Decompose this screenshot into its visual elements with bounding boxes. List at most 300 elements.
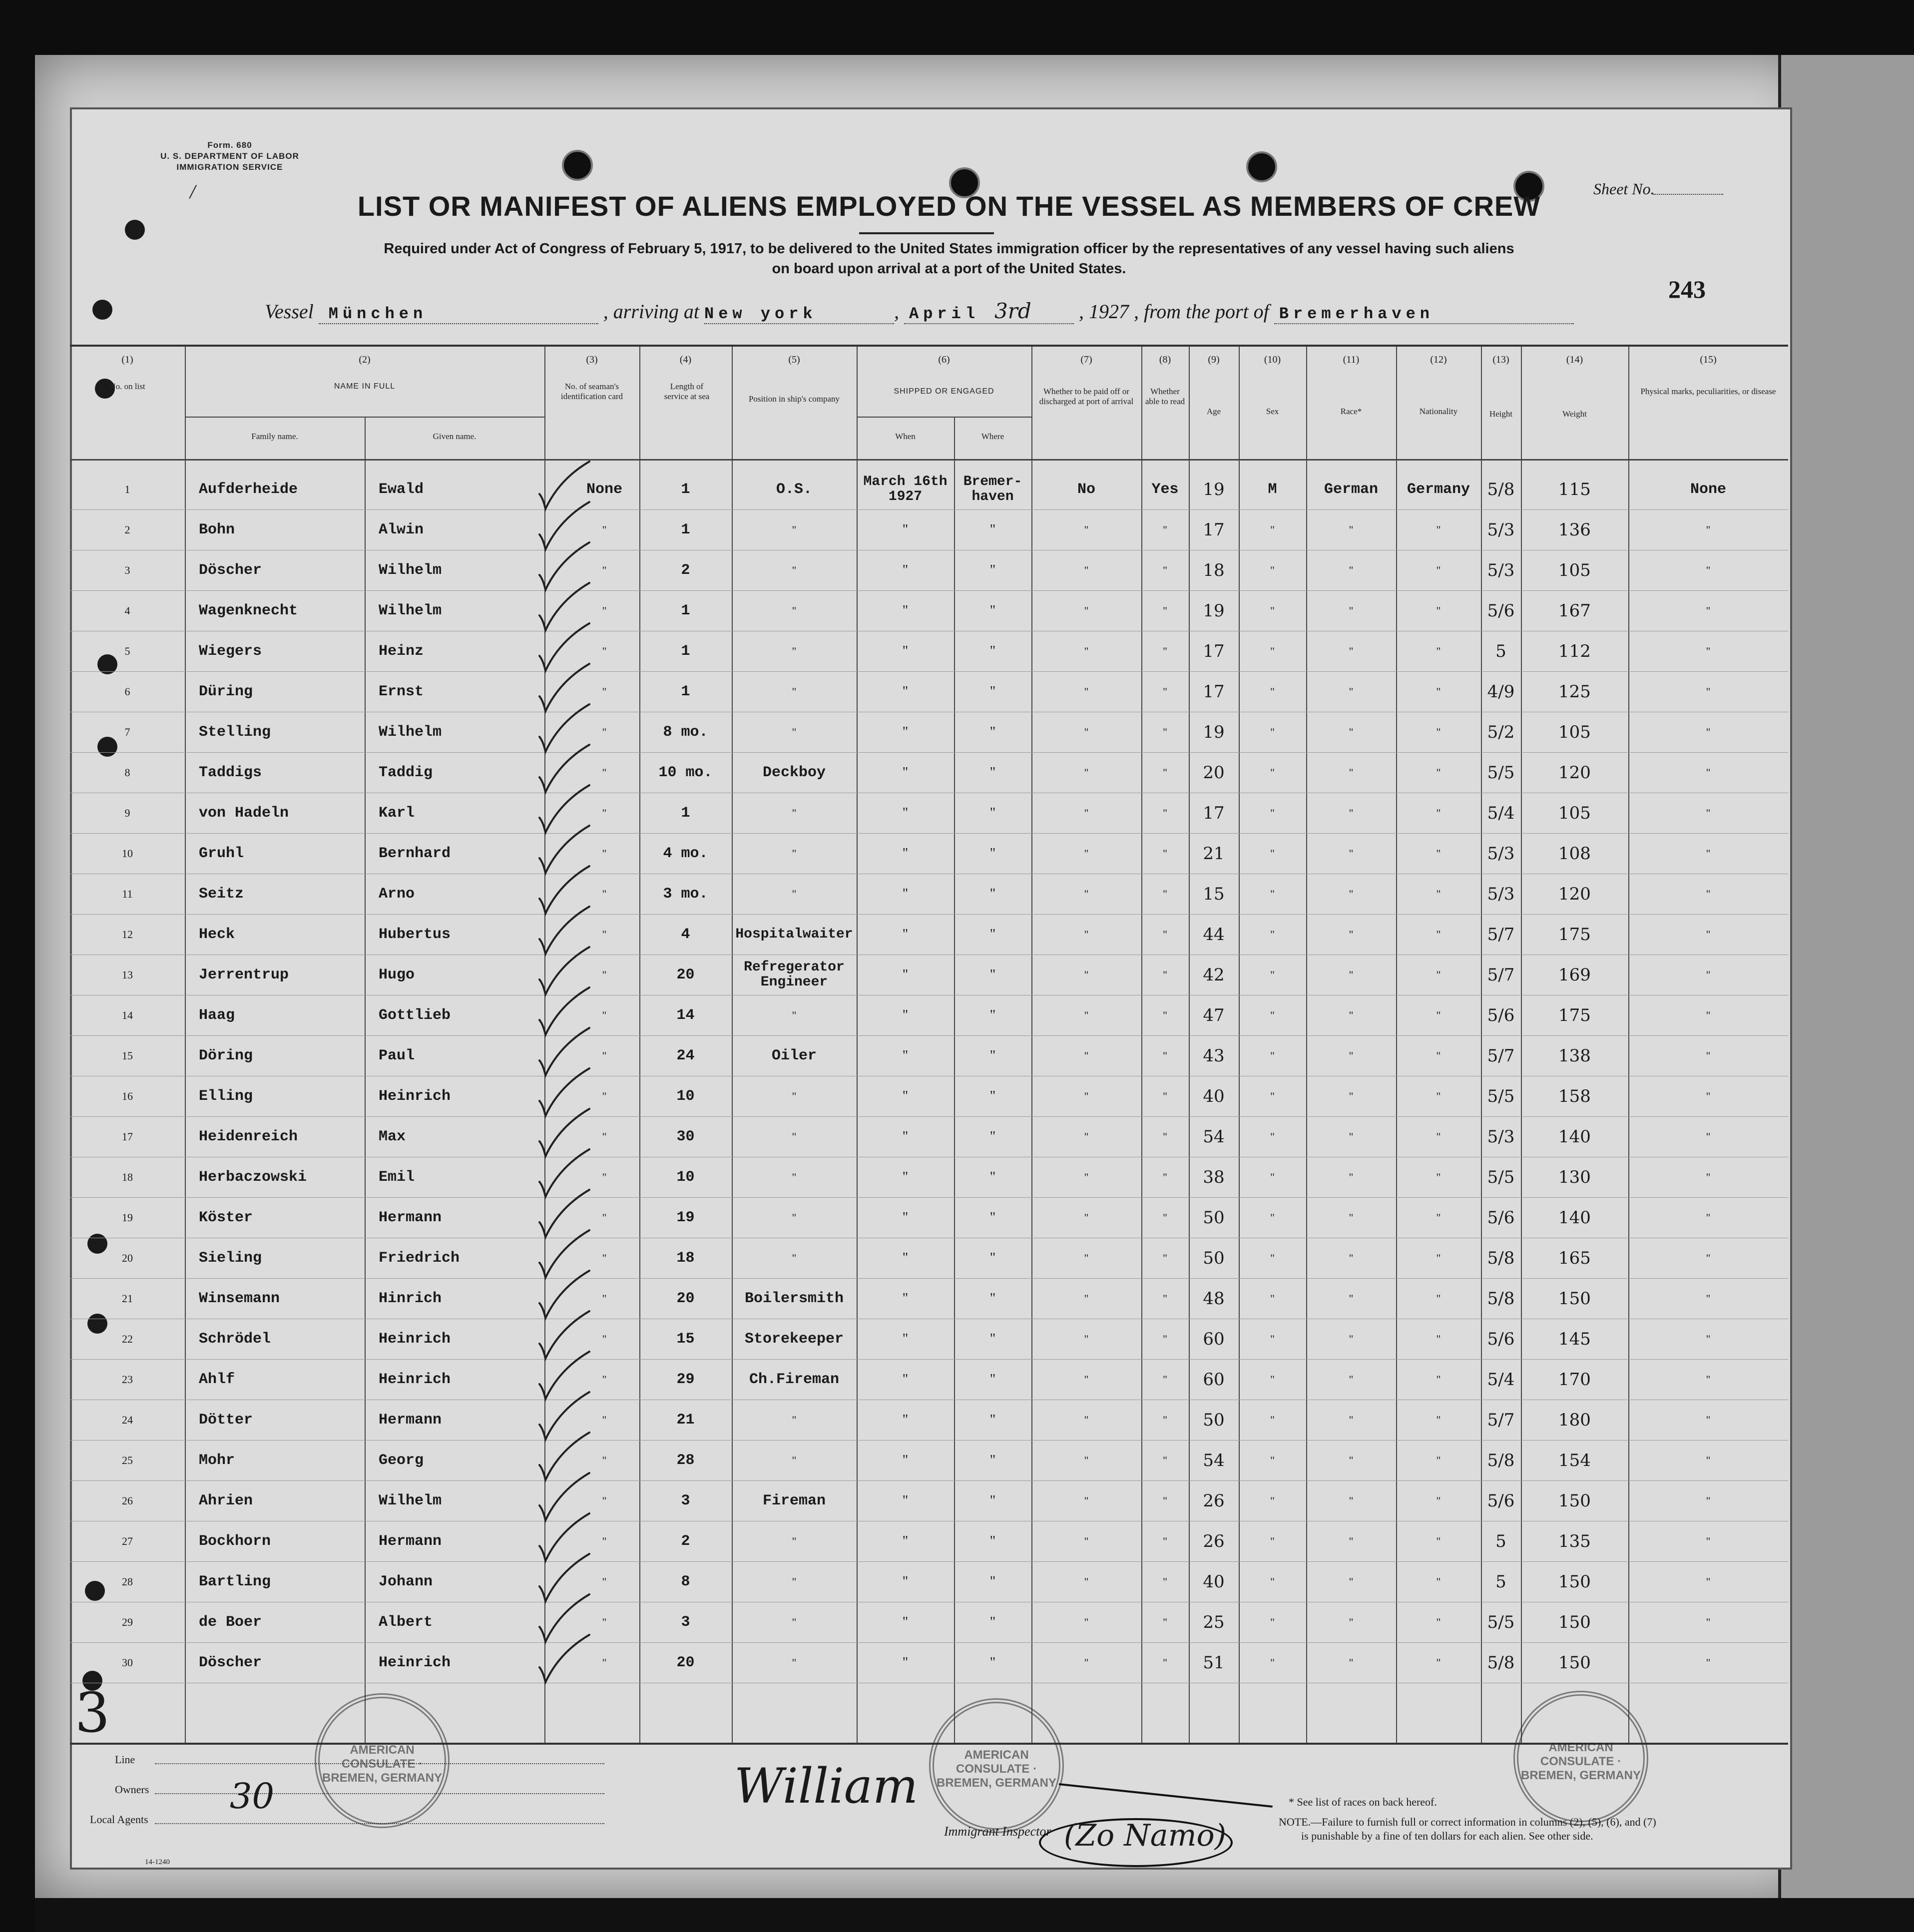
- paid-off-cell: ": [1084, 1656, 1089, 1669]
- family-name-cell: Heidenreich: [199, 1128, 298, 1145]
- family-name-cell: Haag: [199, 1006, 235, 1024]
- given-name-cell: Max: [379, 1128, 406, 1145]
- handwritten-tally: 3: [75, 1681, 110, 1745]
- sex-cell: ": [1270, 806, 1275, 819]
- physical-marks-cell: ": [1706, 928, 1711, 941]
- able-to-read-cell: ": [1163, 1251, 1167, 1264]
- shipped-where-cell: ": [989, 1614, 996, 1630]
- row-number-cell: 26: [122, 1494, 133, 1507]
- sex-cell: ": [1270, 1251, 1275, 1264]
- paid-off-cell: ": [1084, 1008, 1089, 1021]
- col4-number: (4): [679, 354, 692, 365]
- row-number-cell: 8: [124, 766, 130, 779]
- weight-cell: 112: [1558, 641, 1591, 661]
- given-name-cell: Heinz: [379, 642, 424, 660]
- row-number-cell: 6: [124, 685, 130, 698]
- position-cell: ": [792, 1534, 797, 1547]
- position-cell: ": [792, 1251, 797, 1264]
- row-number-cell: 16: [122, 1089, 133, 1102]
- service-name: IMMIGRATION SERVICE: [176, 162, 283, 172]
- shipped-where-cell: ": [989, 1371, 996, 1387]
- sex-cell: ": [1270, 1453, 1275, 1466]
- service-length-cell: 1: [681, 602, 690, 619]
- service-length-cell: 10: [676, 1168, 695, 1186]
- col9-number: (9): [1208, 354, 1220, 365]
- shipped-when-cell: ": [902, 1614, 909, 1630]
- family-name-cell: Heck: [199, 926, 235, 943]
- id-card-cell: ": [602, 563, 607, 576]
- family-name-cell: Elling: [199, 1087, 253, 1105]
- arrival-year: , 1927: [1079, 300, 1129, 323]
- shipped-where-cell: ": [989, 683, 996, 699]
- row-number-cell: 20: [122, 1251, 133, 1264]
- paid-off-cell: ": [1084, 1292, 1089, 1305]
- race-cell: ": [1349, 563, 1354, 576]
- race-cell: ": [1349, 1656, 1354, 1669]
- shipped-when-cell: ": [902, 521, 909, 537]
- given-name-header: Given name.: [433, 432, 477, 441]
- handwritten-tick: /: [190, 180, 196, 203]
- given-name-cell: Bernhard: [379, 845, 451, 862]
- physical-marks-cell: ": [1706, 563, 1711, 576]
- id-card-cell: ": [602, 1130, 607, 1143]
- table-row: [70, 1642, 1788, 1683]
- given-name-cell: Hermann: [379, 1411, 442, 1429]
- race-cell: ": [1349, 806, 1354, 819]
- given-name-cell: Paul: [379, 1047, 415, 1064]
- family-name-cell: Ahrien: [199, 1492, 253, 1509]
- family-name-cell: Herbaczowski: [199, 1168, 307, 1186]
- age-cell: 50: [1203, 1207, 1225, 1228]
- race-cell: ": [1349, 1089, 1354, 1102]
- id-card-cell: ": [602, 1251, 607, 1264]
- service-length-cell: 10: [676, 1087, 695, 1105]
- nationality-cell: ": [1436, 1251, 1441, 1264]
- check-mark: [534, 1632, 594, 1687]
- physical-marks-cell: ": [1706, 806, 1711, 819]
- height-cell: 5/6: [1487, 1005, 1515, 1025]
- physical-marks-cell: ": [1706, 1373, 1711, 1386]
- shipped-where-cell: ": [989, 764, 996, 780]
- race-cell: ": [1349, 1413, 1354, 1426]
- paid-off-cell: ": [1084, 1211, 1089, 1224]
- family-name-cell: Stelling: [199, 723, 271, 741]
- weight-cell: 150: [1558, 1571, 1591, 1592]
- age-cell: 44: [1203, 924, 1225, 945]
- service-length-cell: 3: [681, 1613, 690, 1631]
- given-name-cell: Hermann: [379, 1209, 442, 1226]
- table-row: [70, 671, 1788, 712]
- row-number-cell: 14: [122, 1008, 133, 1021]
- id-card-cell: ": [602, 1413, 607, 1426]
- race-cell: ": [1349, 847, 1354, 860]
- sex-cell: ": [1270, 968, 1275, 981]
- service-length-cell: 4 mo.: [663, 845, 708, 862]
- height-cell: 5/8: [1487, 1450, 1515, 1470]
- race-cell: ": [1349, 887, 1354, 900]
- shipped-when-cell: ": [902, 1007, 909, 1023]
- col15-header: Physical marks, peculiarities, or disease: [1640, 387, 1776, 396]
- nationality-cell: ": [1436, 1453, 1441, 1466]
- id-card-cell: ": [602, 1494, 607, 1507]
- given-name-cell: Johann: [379, 1573, 433, 1590]
- shipped-where-cell: ": [989, 1533, 996, 1549]
- name-subheader-rule: [185, 417, 544, 418]
- height-cell: 5/7: [1487, 1045, 1515, 1066]
- shipped-when-cell: ": [902, 683, 909, 699]
- family-name-cell: Dötter: [199, 1411, 253, 1429]
- given-name-cell: Albert: [379, 1613, 433, 1631]
- id-card-cell: None: [586, 481, 622, 498]
- race-cell: ": [1349, 1453, 1354, 1466]
- physical-marks-cell: ": [1706, 1049, 1711, 1062]
- height-cell: 5/5: [1487, 1167, 1515, 1187]
- service-length-cell: 1: [681, 481, 690, 498]
- age-cell: 60: [1203, 1329, 1225, 1349]
- sex-cell: ": [1270, 928, 1275, 941]
- binder-hole: [92, 300, 112, 320]
- position-cell: ": [792, 523, 797, 536]
- paid-off-cell: ": [1084, 725, 1089, 738]
- height-cell: 5/6: [1487, 1490, 1515, 1511]
- family-name-cell: Döring: [199, 1047, 253, 1064]
- physical-marks-cell: ": [1706, 968, 1711, 981]
- paid-off-cell: ": [1084, 968, 1089, 981]
- shipped-where-cell: ": [989, 1209, 996, 1225]
- age-cell: 15: [1203, 884, 1225, 904]
- race-cell: ": [1349, 1575, 1354, 1588]
- shipped-when-cell: ": [902, 1209, 909, 1225]
- id-card-cell: ": [602, 1373, 607, 1386]
- family-name-cell: Sieling: [199, 1249, 262, 1267]
- age-cell: 17: [1203, 803, 1225, 823]
- form-number: Form. 680: [207, 140, 252, 150]
- table-row: [70, 1116, 1788, 1157]
- row-number-cell: 3: [124, 563, 130, 576]
- nationality-cell: ": [1436, 1332, 1441, 1345]
- given-name-cell: Georg: [379, 1451, 424, 1469]
- able-to-read-cell: ": [1163, 644, 1167, 657]
- physical-marks-cell: ": [1706, 766, 1711, 779]
- given-name-cell: Arno: [379, 885, 415, 903]
- age-cell: 17: [1203, 519, 1225, 540]
- height-cell: 4/9: [1487, 681, 1515, 702]
- nationality-cell: ": [1436, 1089, 1441, 1102]
- shipped-where-cell: ": [989, 1007, 996, 1023]
- height-cell: 5/3: [1487, 843, 1515, 864]
- paid-off-cell: ": [1084, 1130, 1089, 1143]
- able-to-read-cell: ": [1163, 1008, 1167, 1021]
- col2-number: (2): [359, 354, 371, 365]
- position-cell: Boilersmith: [744, 1290, 844, 1307]
- col1-number: (1): [121, 354, 133, 365]
- weight-cell: 108: [1558, 843, 1591, 864]
- line-label: Line: [115, 1753, 135, 1766]
- sex-cell: ": [1270, 1170, 1275, 1183]
- able-to-read-cell: ": [1163, 1211, 1167, 1224]
- owners-label: Owners: [115, 1783, 149, 1796]
- weight-cell: 150: [1558, 1652, 1591, 1673]
- able-to-read-cell: ": [1163, 1575, 1167, 1588]
- position-cell: ": [792, 644, 797, 657]
- id-card-cell: ": [602, 1575, 607, 1588]
- shipped-where-cell: ": [989, 1573, 996, 1589]
- age-cell: 60: [1203, 1369, 1225, 1390]
- age-cell: 47: [1203, 1005, 1225, 1025]
- able-to-read-cell: ": [1163, 1292, 1167, 1305]
- able-to-read-cell: ": [1163, 1494, 1167, 1507]
- shipped-when-cell: ": [902, 1452, 909, 1468]
- id-card-cell: ": [602, 847, 607, 860]
- paid-off-cell: ": [1084, 806, 1089, 819]
- row-number-cell: 29: [122, 1615, 133, 1628]
- sex-cell: ": [1270, 563, 1275, 576]
- age-cell: 43: [1203, 1045, 1225, 1066]
- row-number-cell: 23: [122, 1373, 133, 1386]
- id-card-cell: ": [602, 1170, 607, 1183]
- paid-off-cell: ": [1084, 1413, 1089, 1426]
- consulate-seal: AMERICAN CONSULATE · BREMEN, GERMANY: [315, 1693, 450, 1828]
- sex-cell: ": [1270, 1575, 1275, 1588]
- paid-off-cell: ": [1084, 523, 1089, 536]
- id-card-cell: ": [602, 806, 607, 819]
- height-cell: 5/4: [1487, 1369, 1515, 1390]
- row-number-cell: 7: [124, 725, 130, 738]
- race-cell: ": [1349, 1049, 1354, 1062]
- nationality-cell: ": [1436, 1211, 1441, 1224]
- paid-off-cell: ": [1084, 1170, 1089, 1183]
- vessel-name: München: [328, 305, 428, 323]
- able-to-read-cell: ": [1163, 1453, 1167, 1466]
- row-number-cell: 2: [124, 523, 130, 536]
- weight-cell: 145: [1558, 1329, 1591, 1349]
- shipped-where-cell: ": [989, 1290, 996, 1306]
- service-length-cell: 4: [681, 926, 690, 943]
- col6-number: (6): [938, 354, 950, 365]
- position-cell: ": [792, 685, 797, 698]
- shipped-when-cell: ": [902, 845, 909, 861]
- departure-port: Bremerhaven: [1279, 305, 1434, 323]
- nationality-cell: ": [1436, 1292, 1441, 1305]
- given-name-cell: Hinrich: [379, 1290, 442, 1307]
- service-length-cell: 19: [676, 1209, 695, 1226]
- paid-off-cell: ": [1084, 1453, 1089, 1466]
- table-row: [70, 995, 1788, 1036]
- able-to-read-cell: ": [1163, 968, 1167, 981]
- row-number-cell: 30: [122, 1656, 133, 1669]
- weight-cell: 150: [1558, 1612, 1591, 1632]
- shipped-where-cell: ": [989, 1452, 996, 1468]
- able-to-read-cell: ": [1163, 1534, 1167, 1547]
- shipped-where-cell: ": [989, 1250, 996, 1266]
- given-name-cell: Hermann: [379, 1532, 442, 1550]
- service-length-cell: 18: [676, 1249, 695, 1267]
- table-row: [70, 469, 1788, 510]
- nationality-cell: ": [1436, 1170, 1441, 1183]
- age-cell: 50: [1203, 1248, 1225, 1268]
- nationality-cell: ": [1436, 1373, 1441, 1386]
- physical-marks-cell: ": [1706, 1211, 1711, 1224]
- weight-cell: 140: [1558, 1207, 1591, 1228]
- id-card-cell: ": [602, 968, 607, 981]
- weight-cell: 150: [1558, 1288, 1591, 1309]
- form-code: 14-1240: [145, 1858, 170, 1866]
- family-name-cell: Seitz: [199, 885, 244, 903]
- shipped-when-cell: ": [902, 1533, 909, 1549]
- shipped-when-cell: ": [902, 926, 909, 942]
- race-footnote: * See list of races on back hereof.: [1289, 1796, 1437, 1808]
- weight-cell: 175: [1558, 1005, 1591, 1025]
- table-row: [70, 631, 1788, 672]
- height-cell: 5/3: [1487, 560, 1515, 580]
- height-cell: 5: [1495, 641, 1506, 661]
- weight-cell: 138: [1558, 1045, 1591, 1066]
- service-length-cell: 1: [681, 642, 690, 660]
- weight-cell: 120: [1558, 884, 1591, 904]
- paid-off-cell: ": [1084, 1089, 1089, 1102]
- nationality-cell: ": [1436, 1656, 1441, 1669]
- sex-cell: ": [1270, 685, 1275, 698]
- weight-cell: 154: [1558, 1450, 1591, 1470]
- weight-cell: 135: [1558, 1531, 1591, 1551]
- weight-cell: 180: [1558, 1410, 1591, 1430]
- table-row: [70, 1480, 1788, 1521]
- able-to-read-cell: ": [1163, 604, 1167, 617]
- nationality-cell: ": [1436, 1130, 1441, 1143]
- given-name-cell: Ernst: [379, 683, 424, 700]
- physical-marks-cell: ": [1706, 644, 1711, 657]
- able-to-read-cell: ": [1163, 725, 1167, 738]
- nationality-cell: ": [1436, 887, 1441, 900]
- sex-cell: ": [1270, 887, 1275, 900]
- age-cell: 18: [1203, 560, 1225, 580]
- sex-cell: ": [1270, 1656, 1275, 1669]
- given-name-cell: Emil: [379, 1168, 415, 1186]
- paid-off-cell: ": [1084, 887, 1089, 900]
- page-number: 243: [1668, 275, 1706, 303]
- race-cell: ": [1349, 1494, 1354, 1507]
- id-card-cell: ": [602, 1008, 607, 1021]
- table-row: [70, 1319, 1788, 1360]
- given-name-cell: Taddig: [379, 764, 433, 781]
- shipped-when-cell: ": [902, 1371, 909, 1387]
- height-cell: 5/8: [1487, 479, 1515, 499]
- family-name-cell: Bohn: [199, 521, 235, 538]
- weight-cell: 105: [1558, 803, 1591, 823]
- handwritten-name: (Zo Namo): [1064, 1818, 1226, 1853]
- position-cell: ": [792, 1170, 797, 1183]
- shipped-when-cell: ": [902, 1492, 909, 1508]
- given-name-cell: Heinrich: [379, 1087, 451, 1105]
- col5-header: Position in ship's company: [748, 394, 840, 404]
- family-name-cell: Wiegers: [199, 642, 262, 660]
- position-cell: ": [792, 725, 797, 738]
- age-cell: 48: [1203, 1288, 1225, 1309]
- shipped-when-cell: ": [902, 1331, 909, 1347]
- physical-marks-cell: ": [1706, 1008, 1711, 1021]
- shipped-when-cell: ": [902, 805, 909, 821]
- row-number-cell: 9: [124, 806, 130, 819]
- height-cell: 5/3: [1487, 519, 1515, 540]
- weight-cell: 125: [1558, 681, 1591, 702]
- height-cell: 5/4: [1487, 803, 1515, 823]
- col12-header: Nationality: [1419, 407, 1458, 416]
- family-name-cell: Mohr: [199, 1451, 235, 1469]
- family-name-cell: Winsemann: [199, 1290, 280, 1307]
- col5-number: (5): [788, 354, 800, 365]
- sex-cell: M: [1268, 481, 1277, 498]
- sex-cell: ": [1270, 1332, 1275, 1345]
- document-title: LIST OR MANIFEST OF ALIENS EMPLOYED ON THE VESSEL AS MEMBERS OF CREW: [357, 190, 1541, 222]
- age-cell: 26: [1203, 1490, 1225, 1511]
- position-cell: ": [792, 847, 797, 860]
- film-border-top: [0, 0, 1914, 55]
- sex-cell: ": [1270, 1534, 1275, 1547]
- age-cell: 17: [1203, 641, 1225, 661]
- position-cell: Storekeeper: [744, 1330, 844, 1348]
- physical-marks-cell: None: [1690, 481, 1726, 498]
- weight-cell: 115: [1558, 479, 1591, 499]
- position-cell: ": [792, 1575, 797, 1588]
- service-length-cell: 1: [681, 683, 690, 700]
- service-length-cell: 10 mo.: [658, 764, 713, 781]
- physical-marks-cell: ": [1706, 887, 1711, 900]
- id-card-cell: ": [602, 766, 607, 779]
- col7-number: (7): [1080, 354, 1092, 365]
- sex-cell: ": [1270, 1049, 1275, 1062]
- able-to-read-cell: ": [1163, 928, 1167, 941]
- service-length-cell: 28: [676, 1451, 695, 1469]
- shipped-where-cell: ": [989, 1169, 996, 1185]
- service-length-cell: 2: [681, 1532, 690, 1550]
- physical-marks-cell: ": [1706, 1413, 1711, 1426]
- race-cell: ": [1349, 644, 1354, 657]
- height-cell: 5/2: [1487, 722, 1515, 742]
- shipped-where-cell: ": [989, 1654, 996, 1670]
- col10-number: (10): [1264, 354, 1281, 365]
- id-card-cell: ": [602, 1615, 607, 1628]
- able-to-read-cell: ": [1163, 887, 1167, 900]
- nationality-cell: ": [1436, 1494, 1441, 1507]
- nationality-cell: ": [1436, 968, 1441, 981]
- id-card-cell: ": [602, 644, 607, 657]
- paid-off-cell: ": [1084, 685, 1089, 698]
- given-name-cell: Friedrich: [379, 1249, 460, 1267]
- weight-cell: 158: [1558, 1086, 1591, 1106]
- given-name-cell: Wilhelm: [379, 602, 442, 619]
- col4-header: Length of service at sea: [664, 382, 710, 401]
- race-cell: ": [1349, 1008, 1354, 1021]
- table-row: [70, 1076, 1788, 1117]
- row-number-cell: 5: [124, 644, 130, 657]
- table-row: [70, 1400, 1788, 1441]
- shipped-where-cell: ": [989, 845, 996, 861]
- given-name-cell: Wilhelm: [379, 561, 442, 579]
- sex-cell: ": [1270, 1494, 1275, 1507]
- nationality-cell: ": [1436, 928, 1441, 941]
- age-cell: 40: [1203, 1571, 1225, 1592]
- row-number-cell: 11: [122, 887, 133, 900]
- height-cell: 5/5: [1487, 762, 1515, 783]
- age-cell: 17: [1203, 681, 1225, 702]
- nationality-cell: ": [1436, 563, 1441, 576]
- shipped-when-cell: ": [902, 886, 909, 902]
- race-cell: ": [1349, 1373, 1354, 1386]
- position-cell: ": [792, 1089, 797, 1102]
- able-to-read-cell: ": [1163, 1049, 1167, 1062]
- col14-number: (14): [1566, 354, 1583, 365]
- physical-marks-cell: ": [1706, 1575, 1711, 1588]
